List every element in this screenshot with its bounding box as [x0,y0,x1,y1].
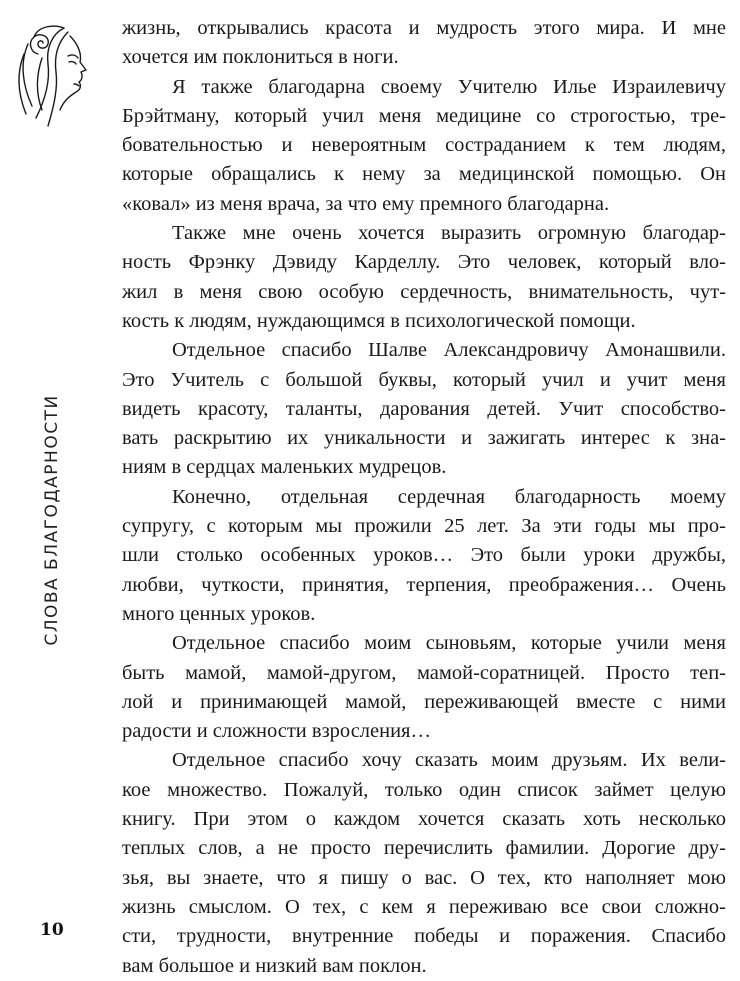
text-line: шли столько особенных уроков… Это были уроки дружбы, [122,544,726,567]
text-line: кость к людям, нуждающимся в психологической помощи. [122,309,636,332]
text-line: зья, вы знаете, что я пишу о вас. О тех, кто наполняет мою [122,866,726,889]
text-line: Отдельное спасибо хочу сказать моим друзьям. Их вели- [172,749,726,772]
paragraph [122,336,726,482]
text-line: ность Фрэнку Дэвиду Карделлу. Это человек, который вло- [122,251,726,274]
text-line: радости и сложности взросления… [122,720,431,743]
text-line: вать раскрытию их уникальности и зажигать интерес к зна- [122,427,726,450]
text-line: жизнь, открывались красота и мудрость этого мира. И мне [122,17,726,39]
woman-face-line-art-icon [8,14,100,132]
text-line: которые обращались к нему за медицинской помощью. Он [122,163,726,186]
paragraph [122,483,726,629]
text-line: бовательностью и невероятным состраданием к тем людям, [122,134,726,157]
text-line: хочется им поклониться в ноги. [122,46,399,69]
text-line: супругу, с которым мы прожили 25 лет. За эти годы мы про- [122,515,726,538]
text-line: Брэйтману, который учил меня медицине со строгостью, тре- [122,104,726,127]
text-line: ниям в сердцах маленьких мудрецов. [122,456,447,479]
text-line: кое множество. Пожалуй, только один список займет целую [122,778,726,801]
text-line: быть мамой, мамой-другом, мамой-соратницей. Просто теп- [122,661,726,684]
section-title-text: СЛОВА БЛАГОДАРНОСТИ [42,394,62,646]
paragraph [122,73,726,219]
text-line: Это Учитель с большой буквы, который учил и учит меня [122,368,726,391]
text-line: жизнь смыслом. О тех, с кем я переживаю все свои сложно- [122,895,726,918]
paragraph [122,629,726,746]
text-line: Я также благодарна своему Учителю Илье Израилевичу [172,75,726,98]
text-line: Конечно, отдельная сердечная благодарность моему [172,485,726,508]
body-text [122,14,726,981]
paragraph [122,746,726,980]
text-line: любви, чуткости, принятия, терпения, преображения… Очень [122,573,726,596]
text-line: Также мне очень хочется выразить огромную благодар- [172,222,726,245]
text-line: «ковал» из меня врача, за что ему премного благодарна. [122,192,610,215]
text-line: видеть красоту, таланты, дарования детей. Учит способство- [122,397,726,420]
text-line: жил в меня свою особую сердечность, внимательность, чут- [122,280,726,303]
text-line: книгу. При этом о каждом хочется сказать хоть несколько [122,808,726,831]
text-line: теплых слов, а не просто перечислить фамилии. Дорогие дру- [122,837,726,860]
paragraph [122,219,726,336]
text-line: сти, трудности, внутренние победы и поражения. Спасибо [122,925,726,948]
text-line: вам большое и низкий вам поклон. [122,954,427,977]
text-line: Отдельное спасибо моим сыновьям, которые учили меня [172,632,726,655]
page-number: 10 [40,920,64,940]
text-line: много ценных уроков. [122,602,316,625]
paragraph [122,14,726,73]
text-line: Отдельное спасибо Шалве Александровичу Амонашвили. [172,339,726,362]
text-line: лой и принимающей мамой, переживающей вместе с ними [122,690,726,713]
